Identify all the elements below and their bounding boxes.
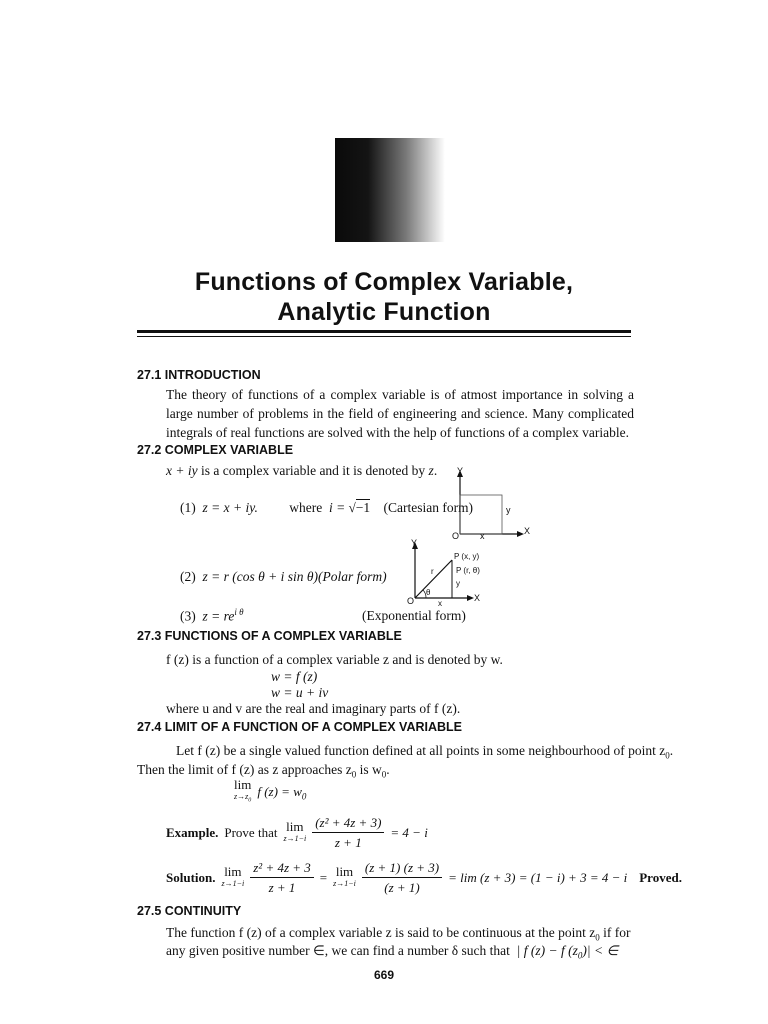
section-heading-introduction: 27.1 INTRODUCTION [137, 368, 261, 382]
diagram2-x-side: x [438, 599, 442, 608]
continuity-line2: any given positive number ∈, we can find a number δ such that | f (z) − f $(z_0)|$ < ∈ [166, 943, 619, 961]
diagram2-y-label: Y [411, 538, 418, 548]
limit-definition: lim $z\to z_0$ f $(z) = w_0$ [234, 777, 307, 804]
functions-line1: f (z) is a function of a complex variable z and is denoted by w. [166, 652, 503, 667]
section-heading-complex-variable: 27.2 COMPLEX VARIABLE [137, 443, 294, 457]
diagram2-x-label: X [474, 593, 481, 603]
section-heading-continuity: 27.5 CONTINUITY [137, 904, 242, 918]
chapter-title-line1: Functions of Complex Variable, [194, 268, 574, 296]
exponential-form: (3) $z = re^{i \theta}$ [180, 607, 244, 624]
diagram1-x-label: X [524, 526, 531, 536]
limit-line2: Then the limit of f (z) as z approaches $z_0$ is $w_0$. [137, 762, 390, 780]
diagram2-y-side: y [456, 579, 460, 588]
section-heading-functions: 27.3 FUNCTIONS OF A COMPLEX VARIABLE [137, 629, 402, 643]
diagram2-point-xy: P (x, y) [454, 552, 480, 561]
limit-line1: Let f (z) be a single valued function defined at all points in some neighbourhood of point $z_0$. [176, 743, 674, 761]
coordinate-box [460, 495, 502, 534]
diagram1-y-label: Y [457, 466, 464, 476]
continuity-line1: The function f (z) of a complex variable z is said to be continuous at the point $z_0$ if for [166, 925, 631, 943]
diagram1-y-side: y [506, 505, 511, 515]
function-eq2: w = u + iv [271, 685, 329, 700]
introduction-paragraph: The theory of functions of a complex variable is of atmost importance in solving a large number of problems in the field of engineering and science. Many complicated integrals of real functions are solved with the help of functions of a complex variable. [166, 387, 634, 440]
chapter-title-line2: Analytic Function [277, 298, 491, 326]
diagram2-r-label: r [431, 567, 434, 576]
x-arrow [467, 595, 474, 601]
diagram2-point-polar: P (r, θ) [456, 566, 480, 575]
chapter-badge [335, 138, 445, 242]
section-heading-limit: 27.4 LIMIT OF A FUNCTION OF A COMPLEX VARIABLE [137, 720, 463, 734]
polar-form: (2) z = r (cos θ + i sin θ)(Polar form) [180, 569, 387, 584]
functions-line2: where u and v are the real and imaginary parts of f (z). [166, 701, 461, 716]
title-rule-thin [137, 336, 631, 337]
complex-variable-intro: x + iy is a complex variable and it is denoted by z. [166, 463, 438, 478]
exponential-form-label: (Exponential form) [362, 608, 466, 623]
function-eq1: w = f (z) [271, 669, 318, 684]
x-arrow [517, 531, 524, 537]
cartesian-form: (1) z = x + iy. where i = √−1 (Cartesian form) [180, 500, 474, 515]
diagram1-origin: O [452, 531, 460, 541]
diagram2-origin: O [407, 596, 415, 606]
solution-row: Solution. lim z→1−i $\frac{\text{z² + 4z + 3}}{z + 1}$ = lim z→1−i $\frac{(z + 1) (z + 3)}{(z + 1)}$ = lim (z + 3) = (1 − i) + 3 = 4 − i Proved. [166, 860, 682, 895]
example-row: Example. Prove that lim z→1−i $\frac{\text{(z² + 4z + 3)}}{z + 1}$ = 4 − i [166, 815, 428, 850]
diagram2-theta-label: θ [426, 588, 431, 597]
radius-line [415, 560, 452, 598]
diagram1-x-side: x [480, 531, 485, 541]
title-rule-thick [137, 330, 631, 333]
page-number: 669 [373, 968, 395, 982]
